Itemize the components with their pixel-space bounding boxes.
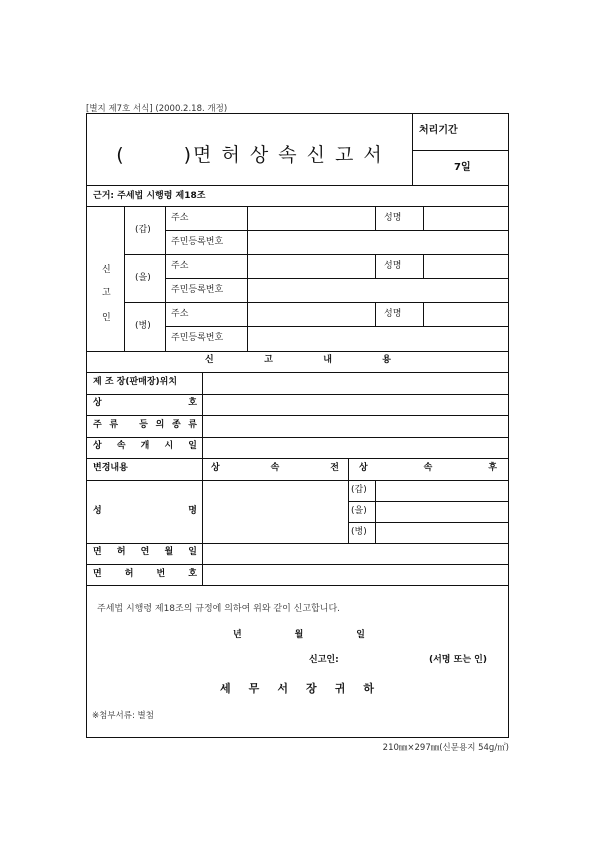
trade-name-label: 상 호 (93, 398, 197, 408)
license-number-field[interactable] (203, 565, 508, 585)
rrn-field-eul[interactable] (248, 279, 508, 302)
processing-period-label: 처리기간 (419, 125, 458, 136)
start-date-label: 상 속 개 시 일 (93, 441, 197, 451)
title-block (87, 114, 413, 184)
processing-period-value: 7일 (454, 162, 471, 173)
name-field-eul[interactable] (424, 255, 508, 278)
rrn-label-2: 주민등록번호 (171, 285, 224, 295)
processing-divider (412, 150, 509, 151)
name-label-3: 성명 (384, 309, 402, 319)
after-name-field-byeong[interactable] (376, 523, 508, 543)
address-label-3: 주소 (171, 309, 189, 319)
section-label-char-1: 신 (102, 265, 111, 275)
section-label-char-3: 인 (102, 313, 111, 323)
form-title: ( )면 허 상 속 신 고 서 (116, 144, 384, 166)
rrn-field-byeong[interactable] (248, 327, 508, 351)
liquor-types-label: 주 류 등 의 종 류 (93, 420, 197, 430)
content-heading: 신 고 내 용 (205, 355, 391, 365)
before-inheritance-header: 상 속 전 (211, 463, 339, 473)
address-field-gap[interactable] (248, 207, 375, 230)
paper-spec: 210㎜×297㎜(신문용지 54g/㎡) (382, 743, 509, 753)
form-number: [별지 제7호 서식] (2000.2.18. 개정) (86, 104, 228, 114)
form-frame (86, 113, 509, 738)
name-label-2: 성명 (384, 261, 402, 271)
license-date-label: 면 허 연 월 일 (93, 547, 197, 557)
rrn-field-gap[interactable] (248, 231, 508, 254)
after-inheritance-header: 상 속 후 (359, 463, 497, 473)
rrn-label-1: 주민등록번호 (171, 237, 224, 247)
reporter-signature-field[interactable] (351, 650, 421, 668)
recipient: 세 무 서 장 귀 하 (220, 682, 374, 695)
after-party-byeong: (병) (351, 527, 367, 537)
after-party-gap: (갑) (351, 485, 367, 495)
signature-or-seal: (서명 또는 인) (429, 655, 487, 665)
party-byeong: (병) (135, 321, 151, 331)
section-label-char-2: 고 (102, 288, 111, 298)
address-field-byeong[interactable] (248, 303, 375, 326)
name-field-gap[interactable] (424, 207, 508, 230)
after-name-field-gap[interactable] (376, 481, 508, 501)
address-field-eul[interactable] (248, 255, 375, 278)
start-date-field[interactable] (203, 438, 508, 458)
name-label-1: 성명 (384, 213, 402, 223)
name-field-byeong[interactable] (424, 303, 508, 326)
name-row-label: 성 명 (93, 506, 197, 516)
change-details-label: 변경내용 (93, 463, 128, 473)
party-gap: (갑) (135, 225, 151, 235)
before-name-field[interactable] (203, 481, 348, 543)
rrn-label-3: 주민등록번호 (171, 333, 224, 343)
legal-basis: 근거: 주세법 시행령 제18조 (93, 191, 206, 201)
factory-location-field[interactable] (203, 373, 508, 394)
after-name-field-eul[interactable] (376, 502, 508, 522)
trade-name-field[interactable] (203, 395, 508, 415)
after-party-eul: (을) (351, 506, 367, 516)
license-date-field[interactable] (203, 544, 508, 564)
reporter-label: 신고인: (309, 655, 339, 665)
party-eul: (을) (135, 273, 151, 283)
declaration-date: 년 월 일 (233, 630, 365, 640)
address-label-2: 주소 (171, 261, 189, 271)
attachments-note: ※첨부서류: 별첨 (92, 711, 154, 721)
liquor-types-field[interactable] (203, 416, 508, 437)
declaration-statement: 주세법 시행령 제18조의 규정에 의하여 위와 같이 신고합니다. (97, 604, 340, 614)
license-number-label: 면 허 번 호 (93, 569, 197, 579)
address-label-1: 주소 (171, 213, 189, 223)
factory-location-label: 제 조 장(판매장)위치 (93, 377, 178, 387)
